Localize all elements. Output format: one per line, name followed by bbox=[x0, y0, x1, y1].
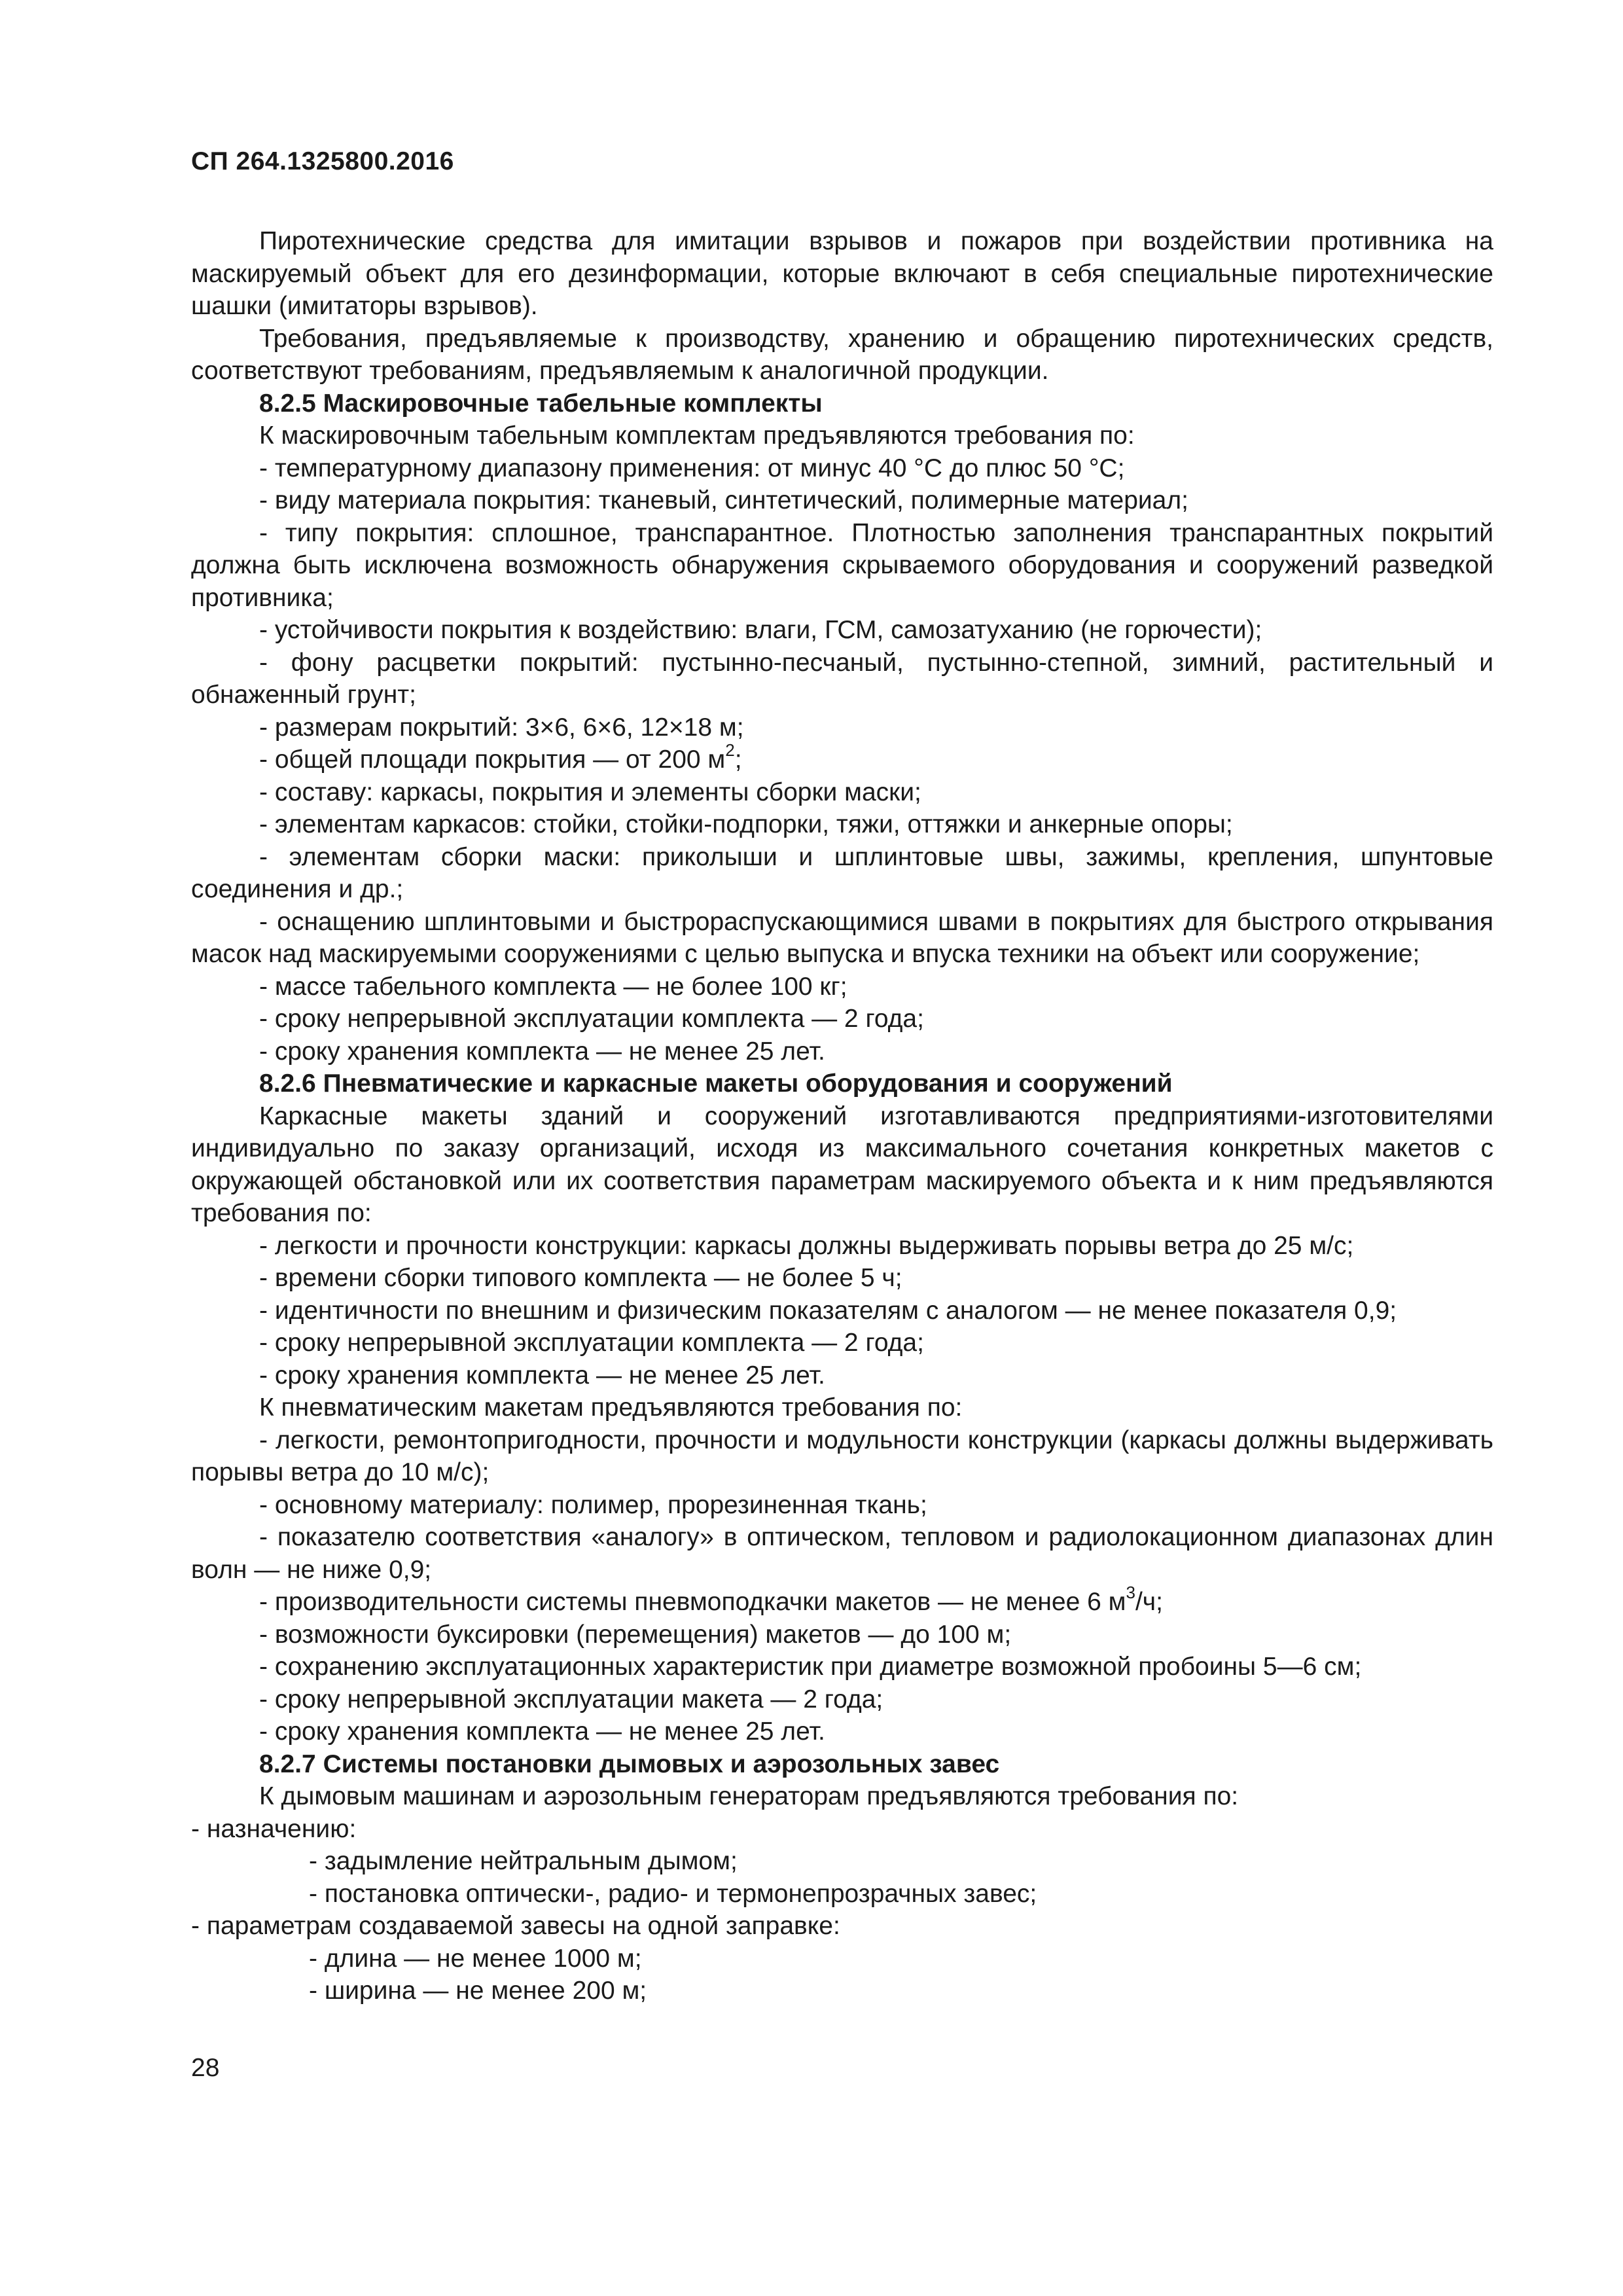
list-item: - времени сборки типового комплекта — не более 5 ч; bbox=[259, 1264, 902, 1292]
list-item: - сроку непрерывной эксплуатации комплекта — 2 года; bbox=[259, 1005, 924, 1033]
list-item: - параметрам создаваемой завесы на одной заправке: bbox=[191, 1912, 840, 1940]
paragraph: К пневматическим макетам предъявляются требования по: bbox=[259, 1393, 963, 1422]
section-heading: 8.2.7 Системы постановки дымовых и аэрозольных завес bbox=[259, 1749, 1000, 1778]
paragraph: Требования, предъявляемые к производству, хранению и обращению пиротехнических средств, соответствуют требованиям, предъявляемым к аналогичной продукции. bbox=[191, 324, 1493, 385]
paragraph: К дымовым машинам и аэрозольным генераторам предъявляются требования по: bbox=[259, 1782, 1239, 1810]
paragraph: Пиротехнические средства для имитации взрывов и пожаров при воздействии противника на маскируемый объект для его дезинформации, которые включают в себя специальные пиротехнические шашки (имитаторы взрывов). bbox=[191, 227, 1493, 320]
list-item: - фону расцветки покрытий: пустынно-песчаный, пустынно-степной, зимний, растительный и обнаженный грунт; bbox=[191, 648, 1493, 709]
list-item: - составу: каркасы, покрытия и элементы сборки маски; bbox=[259, 778, 921, 806]
list-item: - температурному диапазону применения: от минус 40 °C до плюс 50 °C; bbox=[259, 454, 1125, 482]
document-code: СП 264.1325800.2016 bbox=[191, 147, 454, 175]
list-item: - элементам сборки маски: приколыши и шплинтовые швы, зажимы, крепления, шпунтовые соединения и др.; bbox=[191, 842, 1493, 903]
list-item: - легкости и прочности конструкции: каркасы должны выдерживать порывы ветра до 25 м/с; bbox=[259, 1231, 1354, 1260]
list-item: - сроку непрерывной эксплуатации макета — 2 года; bbox=[259, 1685, 883, 1713]
list-item: - легкости, ремонтопригодности, прочности и модульности конструкции (каркасы должны выдерживать порывы ветра до 10 м/с); bbox=[191, 1426, 1493, 1486]
paragraph: К маскировочным табельным комплектам предъявляются требования по: bbox=[259, 422, 1135, 450]
superscript: 3 bbox=[1126, 1583, 1135, 1602]
list-item: - массе табельного комплекта — не более 100 кг; bbox=[259, 972, 847, 1001]
sub-list-item: - длина — не менее 1000 м; bbox=[309, 1944, 642, 1973]
list-item bbox=[191, 1583, 1493, 1619]
list-item: - назначению: bbox=[191, 1814, 357, 1843]
list-item: - сроку хранения комплекта — не менее 25 лет. bbox=[259, 1037, 825, 1066]
list-item: - основному материалу: полимер, прорезиненная ткань; bbox=[259, 1490, 927, 1519]
list-item-tail: /ч; bbox=[1135, 1588, 1163, 1616]
list-item: - сроку хранения комплекта — не менее 25 лет. bbox=[259, 1717, 825, 1746]
list-item: - устойчивости покрытия к воздействию: влаги, ГСМ, самозатуханию (не горючести); bbox=[259, 616, 1262, 644]
list-item: - возможности буксировки (перемещения) макетов — до 100 м; bbox=[259, 1620, 1012, 1649]
list-item: - идентичности по внешним и физическим показателям с аналогом — не менее показателя 0,9; bbox=[259, 1296, 1397, 1325]
sub-list-item: - задымление нейтральным дымом; bbox=[309, 1847, 738, 1875]
list-item: - сроку непрерывной эксплуатации комплекта — 2 года; bbox=[259, 1329, 924, 1357]
list-item: - показателю соответствия «аналогу» в оптическом, тепловом и радиолокационном диапазонах длин волн — не ниже 0,9; bbox=[191, 1523, 1493, 1584]
sub-list-item: - постановка оптически-, радио- и термонепрозрачных завес; bbox=[309, 1879, 1037, 1908]
list-item-text: - общей площади покрытия — от 200 м bbox=[259, 745, 726, 774]
superscript: 2 bbox=[725, 740, 735, 760]
sub-list-item: - ширина — не менее 200 м; bbox=[309, 1977, 647, 2005]
list-item bbox=[191, 740, 1493, 776]
section-heading: 8.2.6 Пневматические и каркасные макеты оборудования и сооружений bbox=[259, 1069, 1173, 1098]
document-body bbox=[191, 225, 1493, 2007]
section-heading: 8.2.5 Маскировочные табельные комплекты bbox=[259, 389, 823, 418]
list-item: - виду материала покрытия: тканевый, синтетический, полимерные материал; bbox=[259, 486, 1188, 514]
list-item: - оснащению шплинтовыми и быстрораспускающимися швами в покрытиях для быстрого открывания масок над маскируемыми сооружениями с целью выпуска и впуска техники на объект или сооружение; bbox=[191, 907, 1493, 968]
list-item: - типу покрытия: сплошное, транспарантное. Плотностью заполнения транспарантных покрытий должна быть исключена возможность обнаружения скрываемого оборудования и сооружений разведкой противника; bbox=[191, 518, 1493, 612]
list-item: - сроку хранения комплекта — не менее 25 лет. bbox=[259, 1361, 825, 1390]
list-item: - размерам покрытий: 3×6, 6×6, 12×18 м; bbox=[259, 713, 744, 742]
list-item-text: - производительности системы пневмоподкачки макетов — не менее 6 м bbox=[259, 1588, 1126, 1616]
page-number: 28 bbox=[191, 2054, 220, 2082]
list-item: - элементам каркасов: стойки, стойки-подпорки, тяжи, оттяжки и анкерные опоры; bbox=[259, 810, 1233, 838]
list-item-tail: ; bbox=[734, 745, 742, 774]
list-item: - сохранению эксплуатационных характеристик при диаметре возможной пробоины 5—6 см; bbox=[259, 1653, 1362, 1681]
paragraph: Каркасные макеты зданий и сооружений изготавливаются предприятиями-изготовителями индивидуально по заказу организаций, исходя из максимального сочетания конкретных макетов с окружающей обстановкой или их соответствия параметрам маскируемого объекта и к ним предъявляются требования по: bbox=[191, 1102, 1493, 1227]
